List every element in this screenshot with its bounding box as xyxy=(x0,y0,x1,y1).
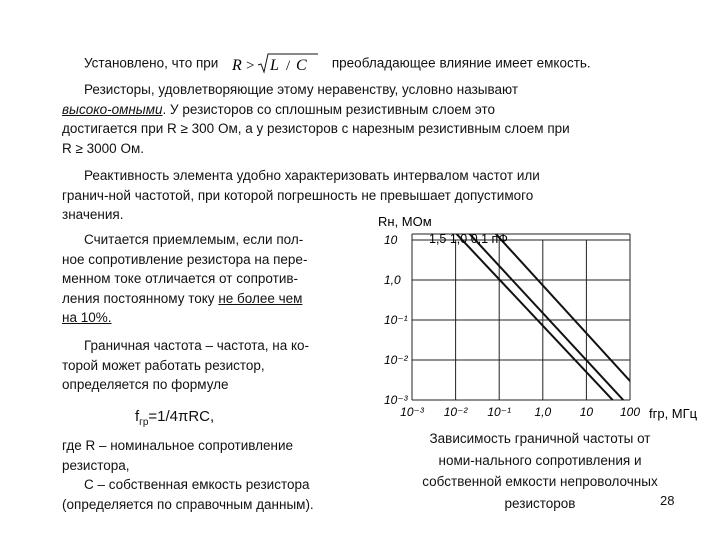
formula-inequality xyxy=(230,52,320,76)
formula-sub: гр xyxy=(139,417,149,428)
p3-line3: значения. xyxy=(62,207,124,223)
svg-text:>: > xyxy=(246,58,255,74)
svg-text:R: R xyxy=(232,57,242,74)
x-tick-label-1: 10⁻² xyxy=(443,405,468,419)
frequency-resistance-chart xyxy=(372,210,702,432)
chart-caption xyxy=(395,428,685,514)
y-tick-label-0: 10 xyxy=(384,233,398,247)
svg-text:/: / xyxy=(286,58,291,74)
y-axis-label: Rн, МОм xyxy=(378,214,432,229)
p4-line5-underlined: на 10%. xyxy=(62,310,112,326)
series-line-0 xyxy=(456,233,613,400)
p2-line4: R ≥ 3000 Ом. xyxy=(62,140,144,156)
caption-line3: собственной емкости непроволочных xyxy=(422,474,658,490)
x-tick-label-3: 1,0 xyxy=(534,405,552,419)
p2-line1: Резисторы, удовлетворяющие этому неравенству, условно называют xyxy=(84,82,519,97)
p6-line4: (определяется по справочным данным). xyxy=(62,496,314,512)
paragraph-high-ohm xyxy=(62,80,674,158)
x-tick-label-0: 10⁻³ xyxy=(400,405,424,419)
x-tick-label-5: 100 xyxy=(619,405,641,419)
formula-cutoff xyxy=(135,406,214,431)
p4-line4: ления постоянному току xyxy=(62,290,219,306)
p6-line2: резистора, xyxy=(62,457,130,473)
page-number: 28 xyxy=(660,493,675,508)
p3-line2: гранич-ной частотой, при которой погрешность не превышает допустимого xyxy=(62,187,534,203)
p3-line1: Реактивность элемента удобно характеризовать интервалом частот или xyxy=(84,168,540,183)
paragraph-tolerance xyxy=(62,230,362,328)
paragraph-condition xyxy=(62,52,674,76)
y-tick-label-1: 1,0 xyxy=(384,273,401,287)
series-line-2 xyxy=(495,233,647,400)
text-after-formula: преобладающее влияние имеет емкость. xyxy=(331,55,591,71)
p4-line3: менном токе отличается от сопротив- xyxy=(62,271,299,287)
y-tick-label-2: 10⁻¹ xyxy=(384,313,408,327)
p6-line1: где R – номинальное сопротивление xyxy=(62,438,294,453)
p5-line2: торой может работать резистор, xyxy=(62,357,265,373)
text-before-formula: Установлено, что при xyxy=(84,55,219,71)
series-line-1 xyxy=(469,233,624,400)
curve-annotation: 1,5 1,0 0,1 пФ xyxy=(429,232,508,246)
svg-text:C: C xyxy=(296,57,307,74)
paragraph-definitions xyxy=(62,436,372,514)
svg-text:L: L xyxy=(270,57,279,74)
paragraph-cutoff-frequency xyxy=(62,336,362,395)
p2-line2: . У резисторов со сплошным резистивным слоем это xyxy=(162,101,496,117)
formula-rest: =1/4πRC, xyxy=(148,408,215,425)
x-axis-label: fгр, МГц xyxy=(649,406,698,421)
caption-line1: Зависимость граничной частоты от xyxy=(429,431,651,446)
x-tick-label-4: 10 xyxy=(579,405,594,419)
caption-line2: номи-нального сопротивления и xyxy=(438,452,642,468)
p5-line1: Граничная частота – частота, на ко- xyxy=(84,338,310,353)
caption-line4: резисторов xyxy=(504,495,576,511)
p5-line3: определяется по формуле xyxy=(62,377,229,393)
p4-line2: ное сопротивление резистора на пере- xyxy=(62,251,308,267)
p6-line3: C – собственная емкость резистора xyxy=(84,477,310,493)
y-tick-label-4: 10⁻³ xyxy=(384,393,408,407)
y-tick-label-3: 10⁻² xyxy=(384,353,408,367)
p2-line3: достигается при R ≥ 300 Ом, а у резисторов с нарезным резистивным слоем при xyxy=(62,121,570,137)
p4-line1: Считается приемлемым, если пол- xyxy=(84,232,304,247)
formula-f: f xyxy=(135,408,140,425)
term-high-ohm: высоко-омными xyxy=(62,101,163,117)
p4-line4-underlined: не более чем xyxy=(218,290,303,306)
x-tick-label-2: 10⁻¹ xyxy=(487,405,512,419)
